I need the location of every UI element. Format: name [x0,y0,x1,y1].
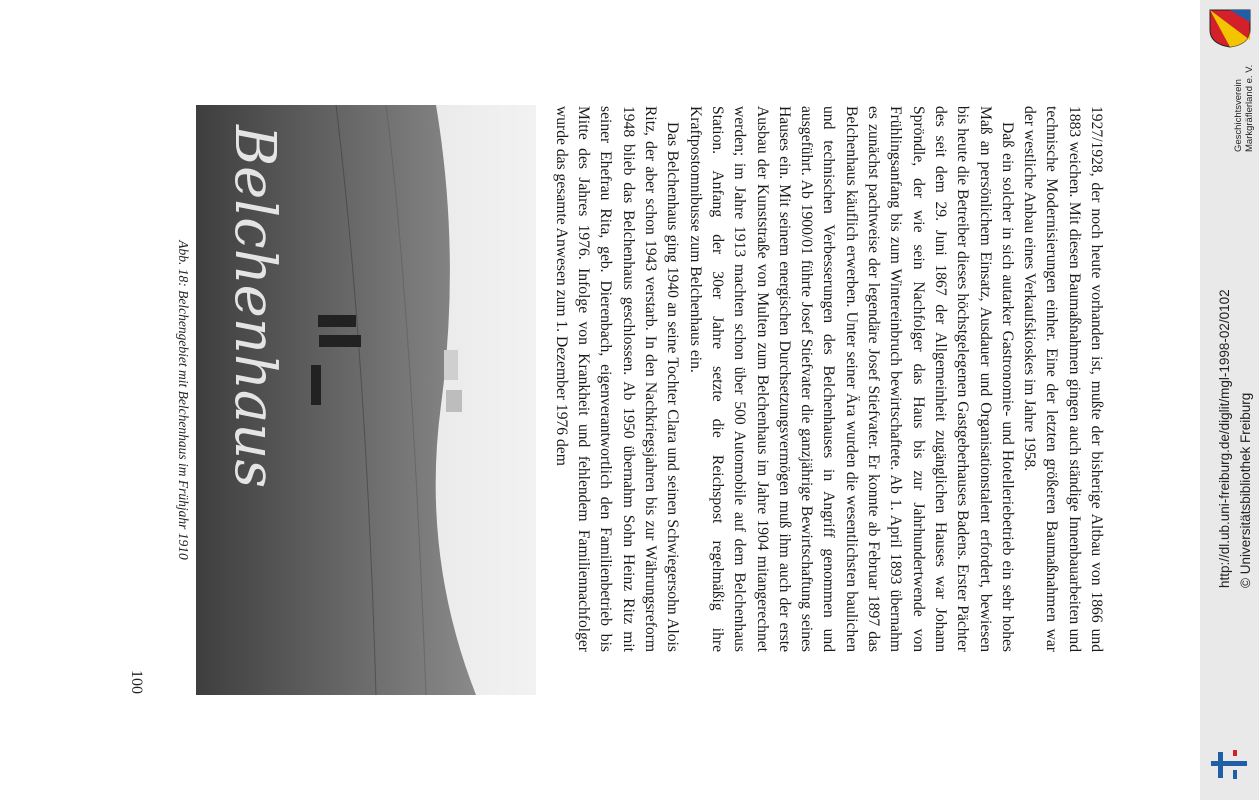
historic-photo [196,105,536,695]
society-name-line1: Geschichtsverein [1233,79,1244,152]
paragraph-3: Das Belchenhaus ging 1940 an seine Tochter Clara und seinen Schwiegersohn Alois Ritz, der aber schon 1943 verstarb. In den Nachkriegsjahren bis zur Währungsreform 1948 blieb das Belchenhaus geschlossen. Ab 1950 übernahm Sohn Heinz Ritz mit seiner Ehefrau Rita, geb. Dierenbach, eigenverantwortlich den Familienbetrieb bis Mitte des Jahres 1976. Infolge von Krankheit und fehlendem Familiennachfolger wurde das gesamte Anwesen zum 1. Dezember 1976 dem [552,106,682,652]
coat-of-arms-logo [1208,8,1252,48]
paragraph-2: Daß ein solcher in sich autarker Gastronomie- und Hotelleriebetrieb ein sehr hohes Maß an persönlichem Einsatz, Ausdauer und Organisationstalent erfordert, bewiesen bis heute die Betreiber dieses höchstgelegenen Gastgeberhauses Badens. Erster Pächter des seit dem 29. Juni 1867 der Allgemeinheit zugänglichen Hauses war Johann Spröndle, der wie sein Nachfolger das Haus bis zur Jahrhundertwende von Frühlingsanfang bis zum Wintereinbruch bewirtschaftete. Ab 1. April 1893 übernahm es zunächst pachtweise der legendäre Josef Stiefvater. Er konnte ab Februar 1897 das Belchenhaus käuflich erwerben. Unter seiner Ära wurden die wesentlichsten baulichen und technischen Verbesserungen des Belchenhauses in Angriff genommen und ausgeführt. Ab 1900/01 führte Josef Stiefvater die ganzjährige Bewirtschaftung seines Hauses ein. Mit seinem energischen Durchsetzungsvermögen muß ihm auch der erste Ausbau der Kunststraße von Multen zum Belchenhaus im Jahre 1904 mitangerechnet werden; im Jahre 1913 machten schon über 500 Automobile auf dem Belchenhaus Station. Anfang der 30er Jahre setzte die Reichspost regelmäßig ihre Kraftpostomnibusse zum Belchenhaus ein. [686,106,1016,652]
ub-freiburg-logo [1208,748,1250,782]
copyright-notice: © Universitätsbibliothek Freiburg [1238,392,1253,588]
page-number: 100 [128,670,145,694]
society-name-line2: Markgräflerland e. V. [1244,64,1255,152]
figure-caption: Abb. 18: Belchengebiet mit Belchenhaus im Frühjahr 1910 [176,240,191,560]
photo-handwriting: Belchenhaus [222,125,287,489]
paragraph-1: 1927/1928, der noch heute vorhanden ist, mußte der bisherige Altbau von 1866 und 1883 weichen. Mit diesen Baumaßnahmen gingen auch ständige Innenbauarbeiten und technische Modernisierungen einher. Eine der letzten größeren Baumaßnahmen war der westliche Anbau eines Verkaufskioskes im Jahre 1958. [1021,106,1105,652]
photo-drawing [196,105,536,695]
body-text [550,106,1107,652]
source-url-link[interactable]: http://dl.ub.uni-freiburg.de/diglit/mgl-1998-02/0102 [1217,289,1232,588]
